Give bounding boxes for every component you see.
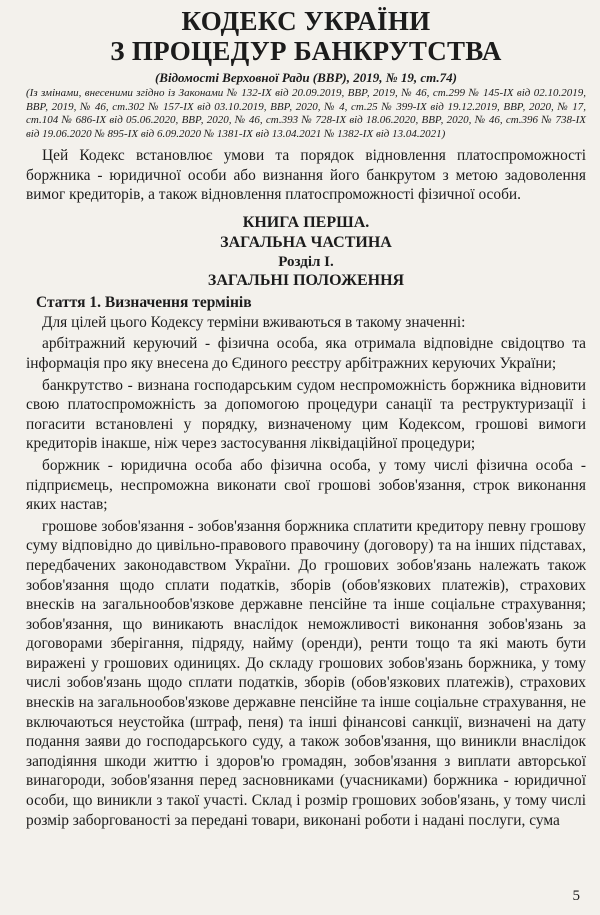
amendments-note: (Із змінами, внесеними згідно із Законами № 132-IX від 20.09.2019, ВВР, 2019, № 46, ст.299 № 145-IX від 02.10.2019, ВВР, 2019, № 46, ст.302 № 157-IX від 03.10.2019, ВВР, 2020, № 4, ст.25 № 399-IX від 19.12.2019, ВВР, 2020, № 17, ст.104 № 686-IX від 05.06.2020, ВВР, 2020, № 46, ст.393 № 728-IX від 18.06.2020, ВВР, 2020, № 46, ст.396 № 738-IX від 19.06.2020 № 895-IX від 6.09.2020 № 1381-IX від 13.04.2021 № 1382-IX від 13.04.2021) [26,87,586,140]
preamble: Цей Кодекс встановлює умови та порядок відновлення платоспроможності боржника - юридичної особи або визнання його банкрутом з метою задоволення вимог кредиторів, а також відновлення платоспроможності фізичної особи. [26,147,586,204]
official-source: (Відомості Верховної Ради (ВВР), 2019, № 19, ст.74) [154,70,458,85]
book-heading: КНИГА ПЕРША. [242,213,370,231]
code-title-line2: З ПРОЦЕДУР БАНКРУТСТВА [110,36,502,66]
section-heading: Розділ I. [278,253,334,270]
article-intro: Для цілей цього Кодексу терміни вживаються в такому значенні: [42,313,466,331]
definition-monetary-obligation: грошове зобов'язання - зобов'язання боржника сплатити кредитору певну грошову суму відповідно до цивільно-правового правочину (договору) та на інших підставах, передбачених законодавством України. До грошових зобов'язань належать також зобов'язання щодо сплати податків, зборів (обов'язкових платежів), страхових внесків на загальнообов'язкове державне пенсійне та інше соціальне страхування; зобов'язання, що виникають внаслідок неможливості виконання зобов'язань за договорами зберігання, підряду, найму (оренди), ренти тощо та які мають бути виражені у грошових одиницях. До складу грошових зобов'язань боржника, у тому числі зобов'язань щодо сплати податків, зборів (обов'язкових платежів), страхових внесків на загальнообов'язкове державне пенсійне та інше соціальне страхування, не включаються неустойка (штраф, пеня) та інші фінансові санкції, визначені на дату подання заяви до господарського суду, а також зобов'язання, що виникли внаслідок заподіяння шкоди життю і здоров'ю громадян, зобов'язання з виплати авторської винагороди, зобов'язання перед засновниками (учасниками) боржника - юридичної особи, що виникли з такої участі. Склад і розмір грошових зобов'язань, у тому числі розмір заборгованості за передані товари, виконані роботи і надані послуги, сума [26,517,586,829]
definition-arbitration-manager: арбітражний керуючий - фізична особа, яка отримала відповідне свідоцтво та інформація про яку внесена до Єдиного реєстру арбітражних керуючих України; [26,335,586,372]
article-title: Стаття 1. Визначення термінів [36,293,252,311]
definition-bankruptcy: банкрутство - визнана господарським судом неспроможність боржника відновити свою платоспроможність за допомогою процедури санації та реструктуризації і погасити встановлені у порядку, визначеному цим Кодексом, грошові вимоги кредиторів інакше, ніж через застосування ліквідаційної процедури; [26,376,586,453]
definition-debtor: боржник - юридична особа або фізична особа, у тому числі фізична особа - підприємець, неспроможна виконати свої грошові зобов'язання, строк виконання яких настав; [26,456,586,514]
code-title-line1: КОДЕКС УКРАЇНИ [181,6,431,36]
page-number: 5 [572,888,580,904]
section-title: ЗАГАЛЬНІ ПОЛОЖЕННЯ [207,271,405,289]
part-heading: ЗАГАЛЬНА ЧАСТИНА [220,233,392,251]
